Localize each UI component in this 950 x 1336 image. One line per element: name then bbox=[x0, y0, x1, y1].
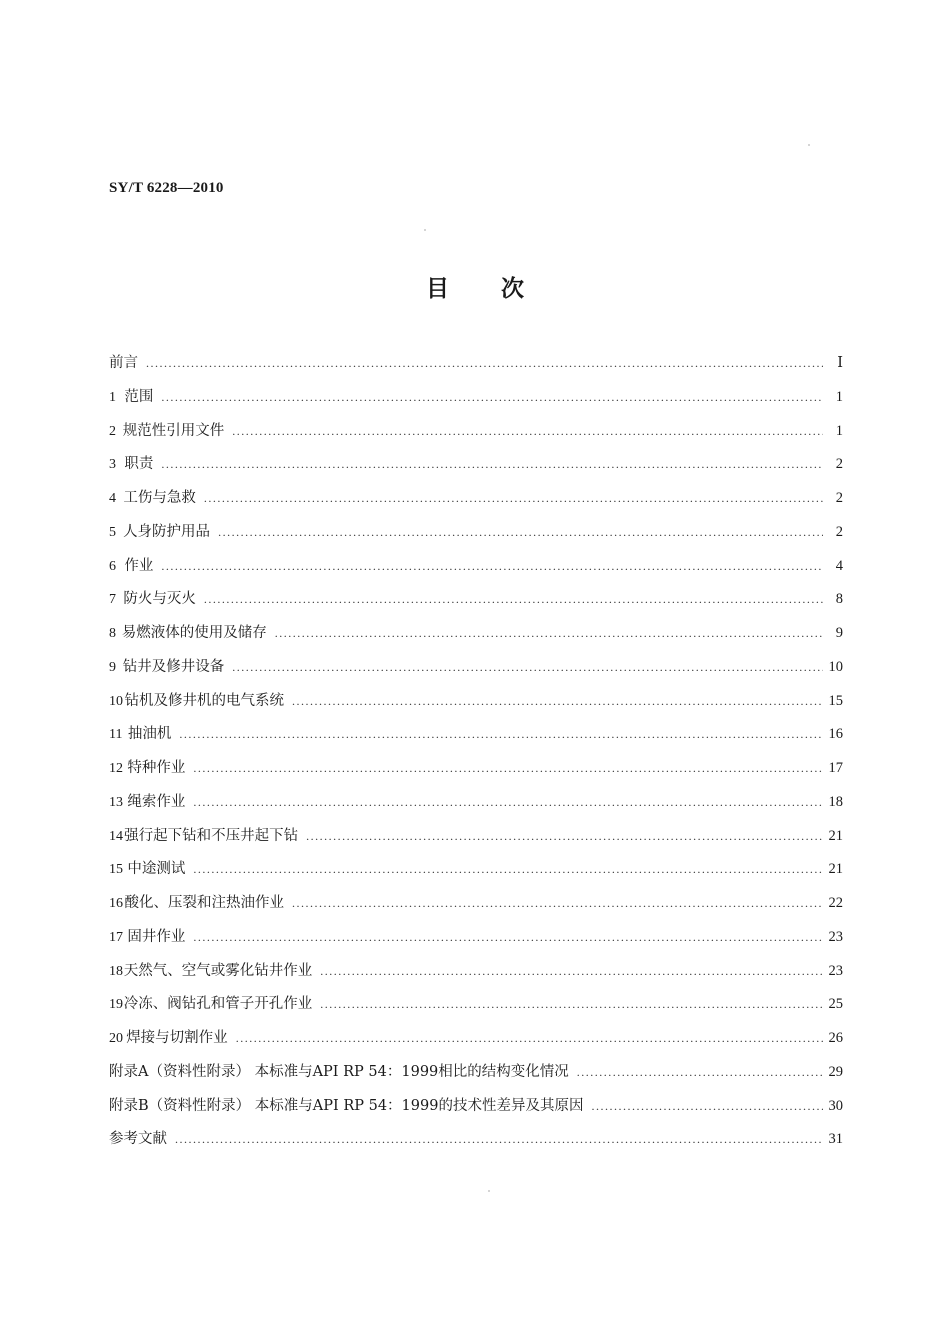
toc-entry-number: 17 bbox=[109, 929, 123, 945]
toc-entry bbox=[109, 1127, 843, 1161]
toc-entry bbox=[109, 419, 843, 453]
toc-entry bbox=[109, 587, 843, 621]
toc-entry bbox=[109, 925, 843, 959]
toc-entry-number: 3 bbox=[109, 457, 116, 473]
toc-dot-leader bbox=[193, 795, 822, 810]
toc-entry-page: 29 bbox=[828, 1063, 843, 1080]
toc-entry-number: 18 bbox=[109, 963, 123, 979]
toc-dot-leader bbox=[320, 964, 822, 979]
scan-speck bbox=[808, 144, 810, 146]
toc-entry-number: 6 bbox=[109, 558, 116, 574]
standard-number: SY/T 6228—2010 bbox=[109, 180, 224, 196]
toc-entry-page: 15 bbox=[828, 692, 843, 709]
toc-entry-number: 1 bbox=[109, 389, 116, 405]
table-of-contents bbox=[109, 351, 843, 1161]
toc-dot-leader bbox=[193, 761, 822, 776]
toc-entry bbox=[109, 554, 843, 588]
toc-entry bbox=[109, 790, 843, 824]
toc-entry-page: 8 bbox=[835, 591, 843, 608]
toc-entry-page: 9 bbox=[835, 625, 843, 641]
toc-entry-title: 酸化、压裂和注热油作业 bbox=[124, 895, 285, 911]
toc-entry-title: 防火与灭火 bbox=[123, 591, 196, 608]
toc-entry bbox=[109, 1094, 843, 1128]
toc-entry-page: Ⅰ bbox=[837, 355, 843, 371]
toc-dot-leader bbox=[179, 727, 822, 742]
toc-entry-number: 20 bbox=[109, 1031, 123, 1046]
toc-entry bbox=[109, 992, 843, 1026]
toc-entry-number: 10 bbox=[109, 693, 123, 709]
toc-entry-number: 4 bbox=[109, 491, 116, 506]
toc-entry bbox=[109, 891, 843, 925]
toc-entry bbox=[109, 824, 843, 858]
toc-entry-title: 天然气、空气或雾化钻井作业 bbox=[123, 962, 313, 979]
toc-entry-title: 附录A（资料性附录） 本标准与API RP 54：1999相比的结构变化情况 bbox=[109, 1063, 569, 1080]
toc-entry bbox=[109, 722, 843, 756]
toc-entry-number: 16 bbox=[109, 896, 123, 911]
toc-dot-leader bbox=[161, 457, 823, 472]
toc-dot-leader bbox=[204, 491, 823, 506]
toc-entry-page: 26 bbox=[828, 1030, 843, 1046]
toc-entry-number: 15 bbox=[109, 862, 123, 878]
toc-entry-page: 16 bbox=[828, 726, 843, 743]
toc-entry-title: 附录B（资料性附录） 本标准与API RP 54：1999的技术性差异及其原因 bbox=[109, 1097, 584, 1114]
toc-entry-title: 工伤与急救 bbox=[123, 490, 196, 506]
toc-entry bbox=[109, 756, 843, 790]
toc-entry bbox=[109, 452, 843, 486]
toc-entry bbox=[109, 1026, 843, 1060]
toc-entry-title: 职责 bbox=[124, 456, 154, 473]
toc-entry bbox=[109, 655, 843, 689]
toc-entry-page: 31 bbox=[828, 1131, 843, 1148]
toc-dot-leader bbox=[193, 862, 822, 877]
toc-entry-title: 特种作业 bbox=[127, 760, 186, 776]
toc-entry bbox=[109, 959, 843, 993]
toc-entry-title: 易燃液体的使用及储存 bbox=[121, 625, 267, 641]
toc-dot-leader bbox=[232, 424, 823, 439]
toc-entry-page: 1 bbox=[835, 422, 843, 439]
toc-entry-page: 2 bbox=[835, 490, 843, 506]
toc-entry-page: 1 bbox=[835, 388, 843, 405]
toc-entry-title: 作业 bbox=[124, 557, 154, 574]
toc-entry bbox=[109, 520, 843, 554]
toc-entry-number: 19 bbox=[109, 997, 123, 1013]
toc-entry-number: 2 bbox=[109, 423, 116, 439]
toc-entry bbox=[109, 621, 843, 655]
toc-entry-title: 强行起下钻和不压井起下钻 bbox=[124, 827, 299, 844]
toc-entry-title: 抽油机 bbox=[127, 726, 172, 743]
toc-entry bbox=[109, 486, 843, 520]
toc-entry-number: 5 bbox=[109, 524, 116, 540]
toc-entry-number: 11 bbox=[109, 727, 123, 743]
toc-dot-leader bbox=[161, 559, 823, 574]
toc-entry-page: 17 bbox=[828, 760, 843, 776]
toc-dot-leader bbox=[175, 1132, 823, 1147]
toc-dot-leader bbox=[292, 896, 822, 911]
toc-entry-title: 固井作业 bbox=[127, 928, 186, 945]
toc-entry-page: 22 bbox=[828, 895, 843, 911]
toc-entry-title: 前言 bbox=[109, 355, 138, 371]
toc-entry-page: 21 bbox=[828, 827, 843, 844]
toc-entry-number: 14 bbox=[109, 828, 123, 844]
toc-entry-title: 范围 bbox=[124, 388, 154, 405]
toc-entry-title: 参考文献 bbox=[109, 1131, 167, 1148]
scan-speck bbox=[424, 229, 426, 231]
toc-dot-leader bbox=[306, 829, 822, 844]
toc-dot-leader bbox=[275, 626, 823, 641]
toc-dot-leader bbox=[292, 694, 822, 709]
toc-entry-number: 9 bbox=[109, 659, 116, 675]
toc-entry-number: 12 bbox=[109, 761, 123, 776]
toc-entry-page: 18 bbox=[828, 793, 843, 810]
toc-entry bbox=[109, 351, 843, 385]
toc-entry-page: 2 bbox=[835, 523, 843, 540]
toc-entry-page: 30 bbox=[828, 1097, 843, 1114]
toc-entry-page: 25 bbox=[828, 996, 843, 1013]
toc-entry-page: 23 bbox=[828, 928, 843, 945]
toc-entry-title: 绳索作业 bbox=[127, 793, 186, 810]
toc-entry-page: 2 bbox=[835, 456, 843, 473]
toc-dot-leader bbox=[236, 1031, 823, 1046]
toc-entry-title: 钻机及修井机的电气系统 bbox=[124, 692, 285, 709]
toc-dot-leader bbox=[218, 525, 823, 540]
toc-entry-page: 10 bbox=[828, 658, 843, 675]
scan-speck bbox=[488, 1190, 490, 1192]
toc-entry bbox=[109, 689, 843, 723]
toc-dot-leader bbox=[577, 1065, 823, 1080]
toc-dot-leader bbox=[204, 592, 823, 607]
toc-entry-title: 焊接与切割作业 bbox=[126, 1030, 228, 1046]
toc-dot-leader bbox=[320, 997, 822, 1012]
toc-dot-leader bbox=[146, 356, 823, 371]
toc-entry-page: 4 bbox=[835, 557, 843, 574]
toc-entry-number: 7 bbox=[109, 592, 116, 608]
toc-entry bbox=[109, 1060, 843, 1094]
toc-dot-leader bbox=[193, 930, 822, 945]
toc-entry-title: 人身防护用品 bbox=[123, 523, 211, 540]
toc-entry bbox=[109, 857, 843, 891]
toc-dot-leader bbox=[232, 660, 822, 675]
page-title: 目次 bbox=[426, 276, 576, 302]
toc-entry-title: 钻井及修井设备 bbox=[122, 658, 225, 675]
toc-entry-number: 8 bbox=[109, 626, 116, 641]
toc-entry-page: 23 bbox=[828, 962, 843, 979]
toc-dot-leader bbox=[161, 390, 823, 405]
toc-entry-number: 13 bbox=[109, 794, 123, 810]
toc-entry-page: 21 bbox=[828, 861, 843, 878]
toc-entry-title: 中途测试 bbox=[127, 861, 186, 878]
toc-dot-leader bbox=[591, 1099, 822, 1114]
toc-entry-title: 冷冻、阀钻孔和管子开孔作业 bbox=[123, 996, 313, 1013]
toc-entry bbox=[109, 385, 843, 419]
toc-entry-title: 规范性引用文件 bbox=[122, 422, 225, 439]
